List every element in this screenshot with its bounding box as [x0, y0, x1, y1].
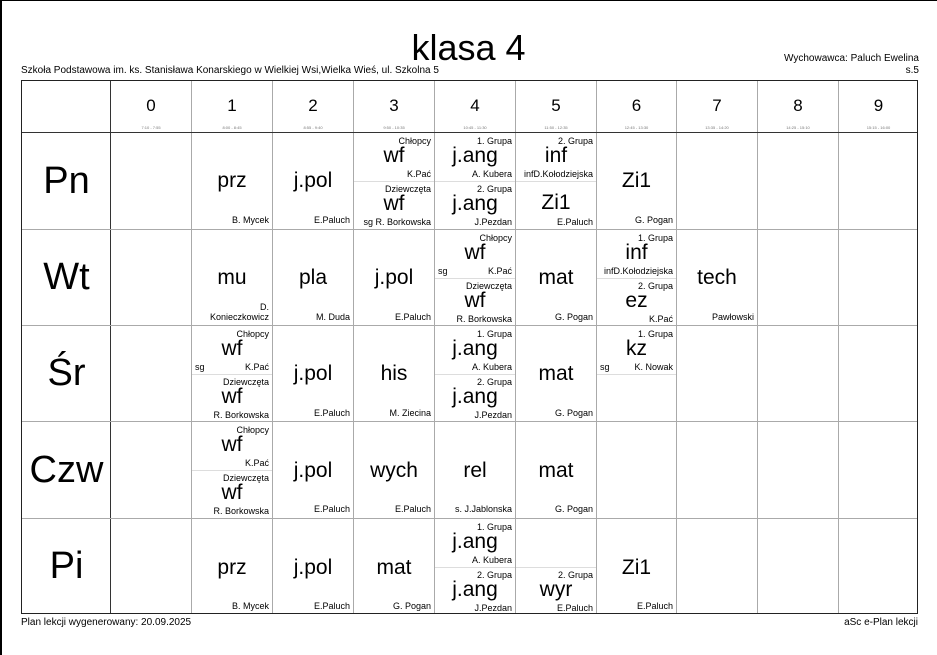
subject: wyr	[539, 578, 573, 601]
lesson-czw-2[interactable]	[273, 422, 353, 518]
day-label-pi: Pi	[49, 545, 84, 587]
group-lesson-top[interactable]	[597, 326, 676, 374]
group-lesson-bottom[interactable]	[192, 374, 272, 421]
group-label: 1. Grupa	[476, 329, 512, 339]
grid-line	[676, 81, 677, 613]
subject: j.pol	[293, 459, 333, 482]
period-number: 1	[227, 96, 237, 115]
lesson-czw-1[interactable]	[192, 422, 272, 518]
group-label: Chłopcy	[479, 233, 512, 243]
period-header-3	[354, 81, 434, 133]
page-title: klasa 4	[411, 27, 526, 68]
group-lesson-bottom[interactable]	[435, 278, 515, 325]
group-lesson-bottom[interactable]	[354, 181, 434, 229]
period-number: 0	[146, 96, 156, 115]
teacher: E.Paluch	[313, 504, 350, 514]
teacher: M. Ziecina	[389, 408, 431, 418]
period-header-5	[516, 81, 596, 133]
subject: j.pol	[293, 556, 333, 579]
group-lesson-top[interactable]	[192, 326, 272, 374]
group-label: Chłopcy	[236, 425, 269, 435]
period-time: 8:55 - 9:40	[303, 125, 323, 130]
subject: j.ang	[452, 192, 498, 215]
subject: wf	[383, 192, 405, 215]
room: sg	[438, 266, 448, 276]
teacher: J.Pezdan	[474, 410, 512, 420]
group-label: 1. Grupa	[476, 522, 512, 532]
lesson-czw-5[interactable]	[516, 422, 596, 518]
period-header-2	[273, 81, 353, 133]
period-time: 12:45 - 13:30	[624, 125, 649, 130]
period-header-4	[435, 81, 515, 133]
teacher: E.Paluch	[556, 217, 593, 227]
teacher: K.Pać	[244, 458, 269, 468]
group-lesson-top[interactable]	[354, 133, 434, 181]
group-label: Chłopcy	[236, 329, 269, 339]
group-lesson-bottom[interactable]	[435, 567, 515, 614]
subject: wf	[221, 433, 243, 456]
subject: mat	[538, 459, 574, 482]
lesson-wt-2[interactable]	[273, 230, 353, 325]
period-time: 13:35 - 14:20	[705, 125, 729, 130]
lesson-pn-1[interactable]	[192, 133, 272, 229]
teacher: J.Pezdan	[474, 217, 512, 227]
lesson-wt-3[interactable]	[354, 230, 434, 325]
lesson-bottom[interactable]	[516, 181, 596, 229]
day-label-pn: Pn	[43, 160, 90, 202]
teacher: J.Pezdan	[474, 603, 512, 613]
period-number: 4	[470, 96, 480, 115]
lesson-sr-1[interactable]	[192, 326, 272, 421]
period-header-1	[192, 81, 272, 133]
subject: wf	[221, 481, 243, 504]
period-number: 9	[873, 96, 884, 115]
subject: j.pol	[293, 362, 333, 385]
period-number: 2	[308, 96, 318, 115]
group-lesson-bottom[interactable]	[192, 470, 272, 518]
group-label: 2. Grupa	[476, 184, 512, 194]
class-teacher: Wychowawca: Paluch Ewelina	[784, 53, 919, 64]
subject: wf	[464, 289, 486, 312]
group-label: 2. Grupa	[637, 281, 673, 291]
group-label: Dziewczęta	[384, 184, 431, 194]
group-lesson-bottom[interactable]	[516, 567, 596, 614]
lesson-sr-5[interactable]	[516, 326, 596, 421]
subject: ez	[625, 289, 648, 312]
lesson-wt-7[interactable]	[677, 230, 757, 325]
group-lesson-bottom[interactable]	[435, 374, 515, 421]
subject: j.pol	[374, 266, 414, 289]
period-number: 5	[551, 96, 561, 115]
day-label-sr: Śr	[47, 352, 86, 394]
group-label: Dziewczęta	[222, 473, 269, 483]
teacher: s. J.Jablonska	[454, 504, 512, 514]
lesson-pi-1[interactable]	[192, 519, 272, 614]
lesson-wt-5[interactable]	[516, 230, 596, 325]
grid-line	[838, 81, 839, 613]
subject: wf	[221, 337, 243, 360]
teacher: E.Paluch	[636, 601, 673, 611]
subject: mat	[538, 362, 574, 385]
timetable-grid	[21, 80, 918, 614]
teacher: R. Borkowska	[213, 506, 269, 516]
subject: j.ang	[452, 337, 498, 360]
teacher: infD.Kołodziejska	[523, 169, 593, 179]
period-time: 7:10 - 7:55	[141, 125, 161, 130]
subject: inf	[625, 241, 648, 264]
group-lesson-top[interactable]	[516, 133, 596, 181]
subject: wf	[464, 241, 486, 264]
day-label-czw: Czw	[29, 449, 104, 491]
lesson-pn-5[interactable]	[516, 133, 596, 229]
teacher: E.Paluch	[313, 215, 350, 225]
teacher: K.Pać	[648, 314, 673, 324]
lesson-sr-3[interactable]	[354, 326, 434, 421]
period-time: 9:50 - 10:35	[383, 125, 405, 130]
lesson-pn-6[interactable]	[597, 133, 676, 229]
lesson-pi-2[interactable]	[273, 519, 353, 614]
teacher: K.Pać	[487, 266, 512, 276]
group-label: 2. Grupa	[476, 570, 512, 580]
page-border	[0, 0, 2, 655]
teacher: E.Paluch	[394, 312, 431, 322]
brand-label: aSc e-Plan lekcji	[844, 617, 918, 628]
page-border-top	[0, 0, 937, 1]
lesson-pn-2[interactable]	[273, 133, 353, 229]
lesson-czw-4[interactable]	[435, 422, 515, 518]
group-lesson-top[interactable]	[435, 519, 515, 567]
teacher: A. Kubera	[471, 362, 512, 372]
class-room: s.5	[905, 65, 919, 76]
lesson-sr-2[interactable]	[273, 326, 353, 421]
teacher: K.Pać	[406, 169, 431, 179]
lesson-pn-3[interactable]	[354, 133, 434, 229]
lesson-pn-4[interactable]	[435, 133, 515, 229]
group-label: 1. Grupa	[637, 329, 673, 339]
teacher: Pawłowski	[711, 312, 754, 322]
period-number: 3	[389, 96, 399, 115]
teacher: R. Borkowska	[213, 410, 269, 420]
teacher: B. Mycek	[231, 601, 269, 611]
period-header-0	[111, 81, 191, 133]
period-time: 10:45 - 11:30	[463, 125, 487, 130]
teacher: E.Paluch	[313, 408, 350, 418]
teacher: E.Paluch	[313, 601, 350, 611]
group-label: Dziewczęta	[222, 377, 269, 387]
group-lesson-top[interactable]	[435, 230, 515, 278]
group-lesson-bottom[interactable]	[597, 278, 676, 325]
subject: wf	[383, 144, 405, 167]
subject: kz	[626, 337, 647, 360]
period-header-6	[597, 81, 676, 133]
subject: pla	[298, 266, 328, 289]
teacher: infD.Kołodziejska	[603, 266, 673, 276]
teacher: D. Konieczkowicz	[209, 302, 269, 322]
lesson-pi-3[interactable]	[354, 519, 434, 614]
teacher: G. Pogan	[554, 408, 593, 418]
teacher: G. Pogan	[554, 312, 593, 322]
subject: mat	[538, 266, 574, 289]
teacher: M. Duda	[315, 312, 350, 322]
subject: j.ang	[452, 530, 498, 553]
teacher: A. Kubera	[471, 169, 512, 179]
subject: j.ang	[452, 144, 498, 167]
period-time: 11:50 - 12:35	[544, 125, 568, 130]
group-label: 1. Grupa	[476, 136, 512, 146]
subject: j.pol	[293, 169, 333, 192]
day-label-wt: Wt	[43, 256, 90, 298]
teacher: E.Paluch	[394, 504, 431, 514]
teacher: E.Paluch	[556, 603, 593, 613]
room: sg	[600, 362, 610, 372]
group-label: 2. Grupa	[557, 570, 593, 580]
subject: Zi1	[621, 556, 652, 579]
lesson-czw-3[interactable]	[354, 422, 434, 518]
room: sg	[195, 362, 205, 372]
lesson-sr-6[interactable]	[597, 326, 676, 421]
period-header-7	[677, 81, 757, 133]
teacher: G. Pogan	[634, 215, 673, 225]
group-lesson-top[interactable]	[435, 133, 515, 181]
group-lesson-bottom[interactable]	[435, 181, 515, 229]
subject: mat	[376, 556, 412, 579]
school-name: Szkoła Podstawowa im. ks. Stanisława Konarskiego w Wielkiej Wsi,Wielka Wieś, ul. Szkolna 5	[21, 65, 439, 76]
lesson-pi-4[interactable]	[435, 519, 515, 614]
subject: inf	[544, 144, 568, 167]
subject: his	[380, 362, 408, 385]
teacher: K. Nowak	[634, 362, 673, 372]
period-header-8	[758, 81, 838, 133]
subject: prz	[217, 169, 247, 192]
group-label: 1. Grupa	[637, 233, 673, 243]
group-divider	[597, 374, 676, 375]
period-number: 6	[631, 96, 642, 115]
group-label: 2. Grupa	[557, 136, 593, 146]
lesson-wt-1[interactable]	[192, 230, 272, 325]
group-lesson-top[interactable]	[435, 326, 515, 374]
lesson-pi-6[interactable]	[597, 519, 676, 614]
lesson-pi-5[interactable]	[516, 519, 596, 614]
group-label: Dziewczęta	[465, 281, 512, 291]
period-number: 8	[793, 96, 803, 115]
subject: Zi1	[621, 169, 652, 192]
subject: wf	[221, 385, 243, 408]
period-time: 14:25 - 15:10	[786, 125, 810, 130]
lesson-wt-4[interactable]	[435, 230, 515, 325]
period-number: 7	[712, 96, 722, 115]
teacher: G. Pogan	[392, 601, 431, 611]
group-label: Chłopcy	[398, 136, 431, 146]
subject: j.ang	[452, 578, 498, 601]
teacher: K.Pać	[244, 362, 269, 372]
teacher: A. Kubera	[471, 555, 512, 565]
subject: Zi1	[541, 191, 571, 214]
group-lesson-top[interactable]	[192, 422, 272, 470]
period-header-9	[839, 81, 918, 133]
subject: j.ang	[452, 385, 498, 408]
lesson-sr-4[interactable]	[435, 326, 515, 421]
period-time: 15:15 - 16:00	[866, 125, 891, 130]
subject: prz	[217, 556, 247, 579]
teacher: G. Pogan	[554, 504, 593, 514]
subject: wych	[370, 459, 418, 482]
subject: rel	[463, 459, 487, 482]
generated-date: Plan lekcji wygenerowany: 20.09.2025	[21, 617, 192, 628]
lesson-wt-6[interactable]	[597, 230, 676, 325]
subject: tech	[697, 266, 737, 289]
teacher: R. Borkowska	[456, 314, 512, 324]
grid-line	[757, 81, 758, 613]
subject: mu	[217, 266, 247, 289]
period-time: 8:00 - 8:45	[222, 125, 242, 130]
group-label: 2. Grupa	[476, 377, 512, 387]
teacher: sg R. Borkowska	[363, 217, 431, 227]
group-lesson-top[interactable]	[597, 230, 676, 278]
teacher: B. Mycek	[231, 215, 269, 225]
